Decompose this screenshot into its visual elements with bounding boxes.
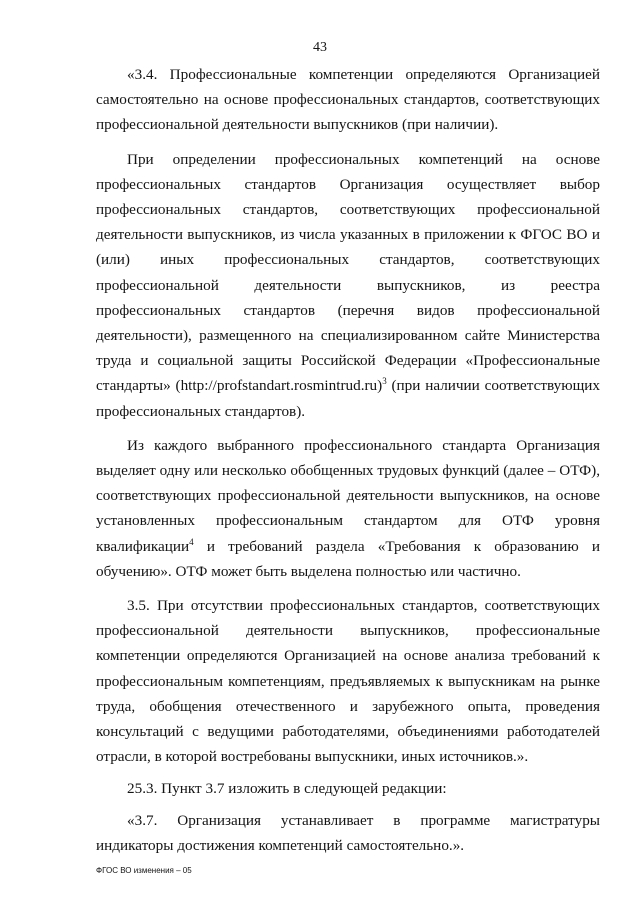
paragraph-25-3: 25.3. Пункт 3.7 изложить в следующей редакции: [127,780,447,798]
paragraph-standards-selection [96,147,600,424]
footer-label: ФГОС ВО изменения – 05 [96,866,192,875]
paragraph-3-4: «3.4. Профессиональные компетенции определяются Организацией самостоятельно на основе профессиональных стандартов, соответствующих профессиональной деятельности выпускников (при наличии). [96,66,600,134]
page-number: 43 [313,40,327,55]
footnote-ref: 3 [382,376,387,387]
paragraph-text: Из каждого выбранного профессионального стандарта Организация выделяет одну или несколько обобщенных трудовых функций (далее – ОТФ), соответствующих профессиональной деятельности выпускников, на основе установленных профессиональным стандартом для ОТФ уровня квалификации [96,436,600,555]
footnote-ref: 4 [189,536,194,547]
document-body [96,62,600,858]
paragraph-text: При определении профессиональных компетенций на основе профессиональных стандартов Организация осуществляет выбор профессиональных стандартов, соответствующих профессиональной деятельности выпускников, из числа указанных в приложении к ФГОС ВО и (или) иных профессиональных стандартов, соответствующих профессиональной деятельности выпускников, из реестра профессиональных стандартов (перечня видов профессиональной деятельности), размещенного на специализированном сайте Министерства труда и социальной защиты Российской Федерации «Профессиональные стандарты» (http://profstandart.rosmintrud.ru) [96,150,600,395]
paragraph-otf [96,433,600,584]
paragraph-text: (при наличии соответствующих профессиональных стандартов). [96,377,600,420]
paragraph-3-5: 3.5. При отсутствии профессиональных стандартов, соответствующих профессиональной деятельности выпускников, профессиональные компетенции определяются Организацией на основе анализа требований к профессиональным компетенциям, предъявляемых к выпускникам на рынке труда, обобщения отечественного и зарубежного опыта, проведения консультаций с ведущими работодателями, объединениями работодателей отрасли, в которой востребованы выпускники, иных источников.». [96,597,600,766]
paragraph-3-7: «3.7. Организация устанавливает в программе магистратуры индикаторы достижения компетенций самостоятельно.». [96,811,600,854]
paragraph-text: и требований раздела «Требования к образованию и обучению». ОТФ может быть выделена полностью или частично. [96,537,601,580]
